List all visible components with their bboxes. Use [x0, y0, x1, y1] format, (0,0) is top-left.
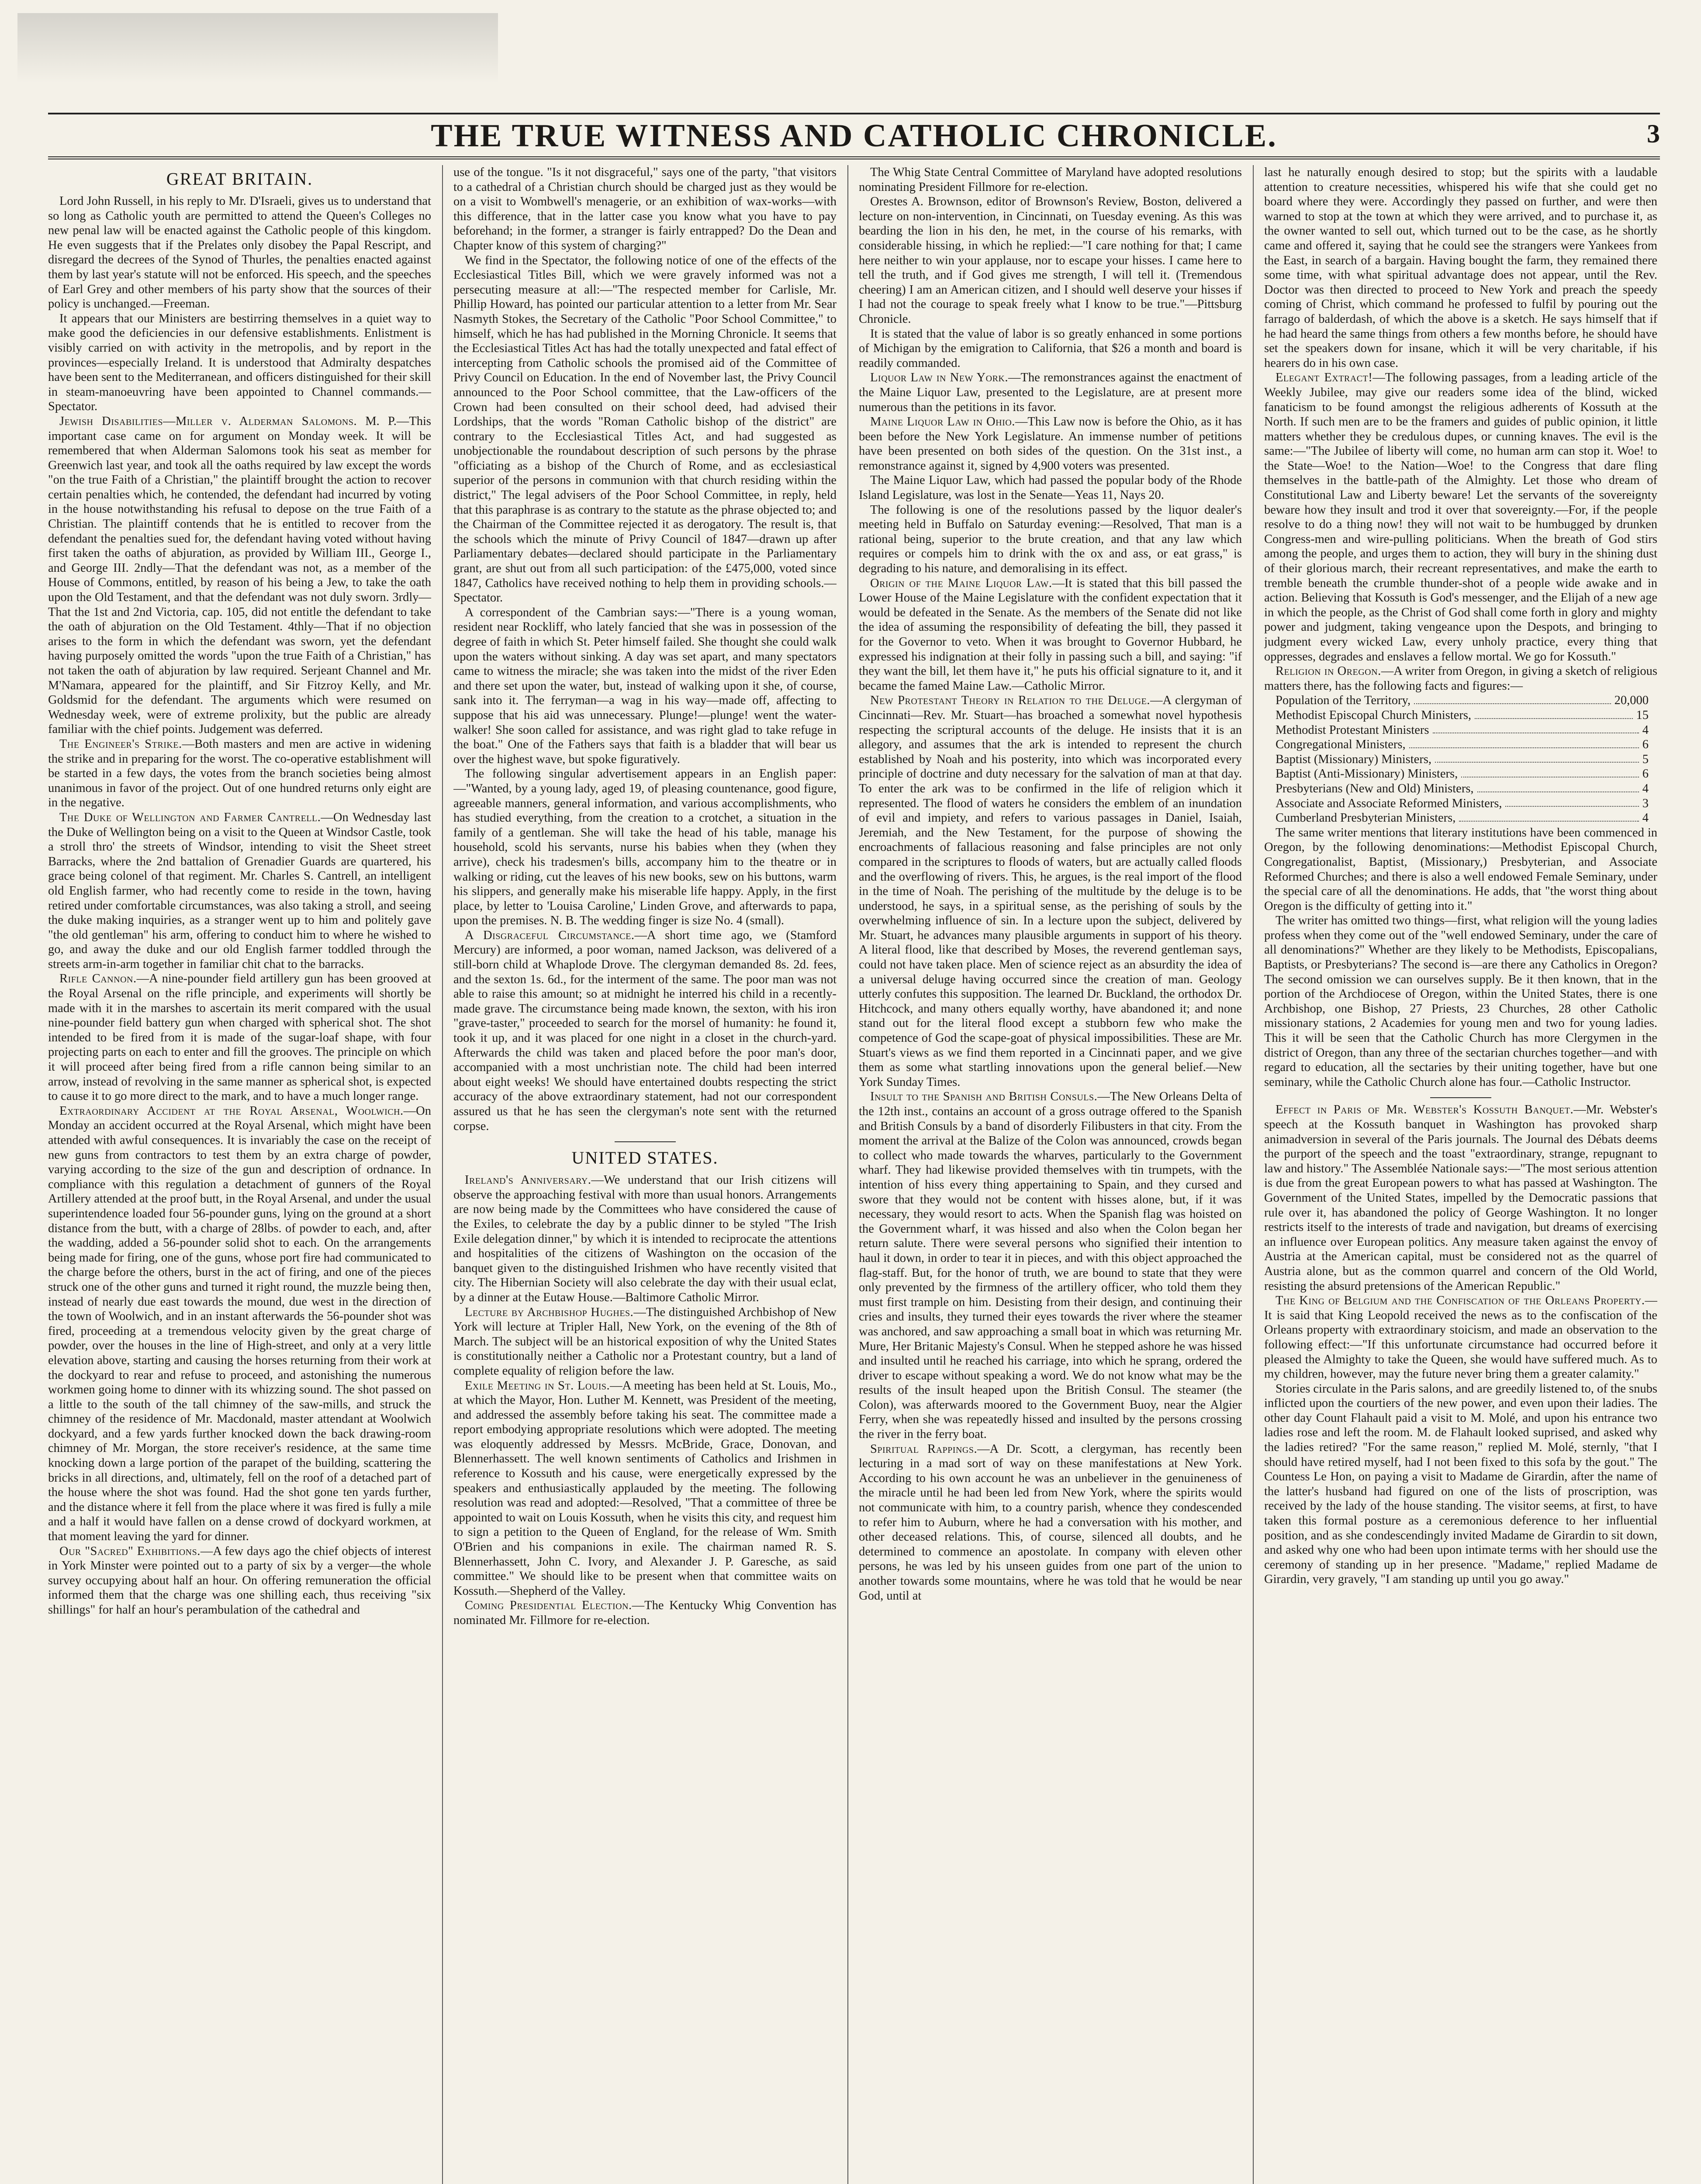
article-paragraph	[859, 576, 1242, 694]
oregon-stat-row: Associate and Associate Reformed Ministers, 3	[1276, 796, 1649, 810]
article-body: —Mr. Webster's speech at the Kossuth banquet in Washington has provoked sharp animadversion in several of the Paris journals. The Journal des Débats deems the purport of the speech and the toast "extraordinary, strange, repugnant to law and history." The Assemblée Nationale says:—"The most serious attention is due from the great European powers to what has passed at Washington. The Government of the United States, impelled by the Democratic passions that rule over it, has abandoned the policy of George Washington. It no longer restricts itself to the interests of trade and navigation, but dreams of exercising an influence over European politics. Any measure taken against the envoy of Austria at the American capital, must be considered not as the quarrel of Austria alone, but as the common quarrel and concern of the Old World, resisting the absurd pretensions of the American Republic."	[1264, 1103, 1657, 1293]
oregon-stat-row: Methodist Protestant Ministers 4	[1276, 723, 1649, 737]
oregon-stat-row: Cumberland Presbyterian Ministers, 4	[1276, 811, 1649, 825]
article-body: —It is said that King Leopold received the news as to the confiscation of the Orleans property with extraordinary stoicism, and made an observation to the following effect:—"If this unfortunate circumstance had occurred before it pleased the Almighty to take the Queen, she would have suffered much. As to my children, however, may the future never bring them a greater calamity."	[1264, 1294, 1657, 1381]
article-lead: Our "Sacred" Exhibitions.	[59, 1544, 201, 1558]
article-body: —A nine-pounder field artillery gun has been grooved at the Royal Arsenal on the rifle principle, and experiments will shortly be made with it in the marshes to ascertain its merit compared with the usual nine-pounder field battery gun when charged with spherical shot. The shot intended to be fired from it is made of the sugar-loaf shape, with four projecting parts on each to enter and fill the grooves. The principle on which it will proceed after being fired from a rifle cannon being similar to an arrow, instead of revolving in the same manner as spherical shot, is expected to cause it to go more direct to the mark, and to have a much longer range.	[48, 972, 431, 1103]
column-1	[48, 165, 431, 2184]
article-paragraph	[453, 1598, 837, 1628]
article-body: —A few days ago the chief objects of interest in York Minster were pointed out to a party of six by a verger—the whole survey occupying about half an hour. On offering remuneration the official informed them that the charge was one shilling each, thus receiving "six shillings" for half an hour's perambulation of the cathedral and	[48, 1544, 431, 1617]
article-paragraph	[453, 1305, 837, 1379]
article-paragraph: Lord John Russell, in his reply to Mr. D'Israeli, gives us to understand that so long as Catholic youth are permitted to attend the Queen's Colleges no new penal law will be enacted against the Catholic people of this kingdom. He even suggests that if the Prelates only disobey the Papal Rescript, and disregard the decrees of the Synod of Thurles, the penalties enacted against them by last year's statute will not be enforced. His speech, and the speeches of Earl Grey and other members of his party show that the sources of their policy is unchanged.—Freeman.	[48, 194, 431, 311]
article-lead: Jewish Disabilities—Miller v. Alderman Salomons.	[59, 414, 357, 428]
article-body: —The following passages, from a leading article of the Weekly Jubilee, may give our readers some idea of the blind, wicked fanaticism to be found amongst the religious adherents of Kossuth at the North. If such men are to be the framers and guides of public opinion, it little matters whether they be credulous dupes, or cunning knaves. The evil is the same:—"The Jubilee of liberty will come, no human arm can stop it. Woe! to the State—Woe! to the Nation—Woe! to the Congress that dare fling themselves in the battle-path of the Almighty. Let those who dream of Constitutional Law and Liberty beware! Let the servants of the sovereignty beware how they insult and trod it over that sovereignty.—For, if the people resolve to do a thing now! they will not wait to be humbugged by drunken Congress-men and wire-pulling politicians. When the breath of God stirs among the people, and urges them to action, they will bury in the shining dust of their glorious march, their recreant representatives, and make the earth to tremble beneath the crumble thunder-shot of a people wide awake and in action. Believing that Kossuth is God's messenger, and the Elijah of a new age in which the people, as the Christ of God shall come forth in glory and mighty power and judgment, taking vengeance upon the Despots, and bringing to judgment every wicked Law, every unholy practice, every thing that oppresses, degrades and enslaves a fellow mortal. We go for Kossuth."	[1264, 371, 1657, 663]
column-2	[453, 165, 837, 2184]
article-lead: Liquor Law in New York.	[870, 371, 1008, 385]
article-paragraph	[48, 1544, 431, 1617]
oregon-stat-row: Baptist (Anti-Missionary) Ministers, 6	[1276, 767, 1649, 781]
article-paragraph	[1264, 1293, 1657, 1382]
oregon-stat-row: Methodist Episcopal Church Ministers, 15	[1276, 708, 1649, 722]
article-paragraph	[48, 737, 431, 810]
article-body: —The New Orleans Delta of the 12th inst., contains an account of a gross outrage offered to the Spanish and British Consuls by a band of disorderly Filibusters in that city. From the moment the arrival at the Balize of the Colon was announced, crowds began to collect who made towards the wharves, particularly to the Government wharf. They had likewise provided themselves with tin trumpets, with the intention of hiss every thing appertaining to Spain, and they cursed and swore that they would not be content with hisses alone, but, if it was necessary, they would resort to acts. When the Spanish flag was hoisted on the Government wharf, it was hissed and also when the Colon began her return salute. There were several persons who signified their intention to haul it down, in order to tear it in pieces, and with this object approached the flag-staff. But, for the honor of truth, we are bound to state that they were only prevented by the firmness of the artillery officer, who told them they must first trample on him. Desisting from their design, and continuing their cries and insults, they turned their eyes towards the river where the steamer was anchored, and saw approaching a small boat in which was returning Mr. Mure, Her Britanic Majesty's Consul. When he stepped ashore he was hissed and insulted until he reached his carriage, into which he sprang, ordered the driver to escape without speaking a word. We do not know what may be the results of the insult heaped upon the British Consul. The steamer (the Colon), was afterwards moored to the Government Buoy, near the Algier Ferry, when she was repeatedly hissed and insulted by the persons crossing the river in the ferry boat.	[859, 1090, 1242, 1441]
article-body: —A Dr. Scott, a clergyman, has recently been lecturing in a mad sort of way on these manifestations at New York. According to his own account he was an unbeliever in the genuineness of the miracle until he had been led from New York, where the spirits would not communicate with him, to a country parish, whence they condescended to refer him to Auburn, where he had a conversation with his mother, and other deceased relations. This, of course, silenced all doubts, and he determined to commence an apostolate. In company with eleven other persons, he was led by his unseen guides from one part of the union to another towards some mountains, where he was told that he would be near God, until at	[859, 1442, 1242, 1603]
article-body: —A clergyman of Cincinnati—Rev. Mr. Stuart—has broached a somewhat novel hypothesis respecting the scriptural accounts of the deluge. He insists that it is an allegory, and assumes that the ark is intended to represent the church established by Noah and his posterity, into which was incorporated every principle of doctrine and duty necessary for the salvation of man at that day. To enter the ark was to be confirmed in the life of religion which it represented. The flood of waters he considers the emblem of an inundation of evil and impiety, and refers to various passages in Daniel, Isaiah, Jeremiah, and the New Testament, for the purpose of showing the encroachments of fallacious reasoning and false principles are not only compared in the scriptures to floods of waters, but are actually called floods and the overflowing of rivers. This, he argues, is the real import of the flood in the time of Noah. The perishing of the multitude by the deluge is to be understood, he says, in a spiritual sense, as the perishing of souls by the overwhelming influence of sin. In a lecture upon the subject, delivered by Mr. Stuart, he advances many plausible arguments in support of his theory. A literal flood, like that described by Moses, the reverend gentleman says, could not have taken place. Men of science reject as an absurdity the idea of a universal deluge having occurred since the creation of man. Geology utterly confutes this supposition. The learned Dr. Buckland, the orthodox Dr. Hitchcock, and many others equally worthy, have abandoned it; and none stand out for the literal flood except a stubborn few who make the competence of God the scape-goat of physical impossibilities. These are Mr. Stuart's views as we find them reported in a Cincinnati paper, and we give them as some what startling innovations upon the general belief.—New York Sunday Times.	[859, 694, 1242, 1089]
article-paragraph	[453, 1379, 837, 1599]
article-body: —It is stated that this bill passed the Lower House of the Maine Legislature with the confident expectation that it would be defeated in the Senate. As the members of the Senate did not like the idea of assuming the responsibility of defeating the bill, they passed it for the Governor to veto. When it was brought to Governor Hubbard, he expressed his indignation at their folly in passing such a bill, and saying: "if they want the bill, let them have it," he puts his official signature to it, and it became the famed Maine Law.—Catholic Mirror.	[859, 576, 1242, 693]
oregon-stat-row: Baptist (Missionary) Ministers, 5	[1276, 752, 1649, 766]
article-lead: Effect in Paris of Mr. Webster's Kossuth Banquet.	[1276, 1103, 1574, 1117]
article-lead: Lecture by Archbishop Hughes.	[465, 1305, 634, 1319]
column-divider	[1253, 165, 1254, 2184]
article-paragraph	[1264, 370, 1657, 664]
article-paragraph	[859, 415, 1242, 473]
article-lead: New Protestant Theory in Relation to the Deluge.	[870, 694, 1150, 708]
article-paragraph	[48, 1104, 431, 1544]
oregon-stat-row: Population of the Territory, 20,000	[1276, 694, 1649, 708]
section-rule	[1430, 1097, 1491, 1098]
article-paragraph	[859, 370, 1242, 415]
article-body: —This Law now is before the Ohio, as it has been before the New York Legislature. An immense number of petitions have been presented on both sides of the question. On the 31st inst., a remonstrance against it, signed by 4,900 voters was presented.	[859, 415, 1242, 473]
masthead	[48, 113, 1660, 159]
article-paragraph	[1264, 664, 1657, 693]
column-divider	[847, 165, 848, 2184]
article-paragraph: The writer has omitted two things—first, what religion will the young ladies profess when they come out of the "well endowed Seminary, under the care of all denominations?" Whether are they likely to be Methodists, Episcopalians, Baptists, or Presbyterians? The second is—are there any Catholics in Oregon? The second omission we can ourselves supply. Be it then known, that in the portion of the Archdiocese of Oregon, within the United States, there is one Archbishop, one Bishop, 27 Priests, 23 Churches, 28 other Catholic missionary stations, 2 Academies for young men and two for young ladies. This it will be seen that the Catholic Church has more Clergymen in the district of Oregon, than any three of the sectarian churches together—and with regard to education, all the sectaries by their uniting together, have but one seminary, while the Catholic Church alone has four.—Catholic Instructor.	[1264, 914, 1657, 1089]
article-lead: Insult to the Spanish and British Consuls.	[870, 1090, 1098, 1104]
article-paragraph: The Maine Liquor Law, which had passed the popular body of the Rhode Island Legislature, was lost in the Senate—Yeas 11, Nays 20.	[859, 473, 1242, 502]
article-lead: Exile Meeting in St. Louis.	[465, 1379, 610, 1393]
article-paragraph: The Whig State Central Committee of Maryland have adopted resolutions nominating President Fillmore for re-election.	[859, 166, 1242, 194]
article-body: —The distinguished Archbishop of New York will lecture at Tripler Hall, New York, on the evening of the 8th of March. The subject will be an historical exposition of why the United States is constitutionally neither a Catholic nor a Protestant country, but a land of complete equality of religion before the law.	[453, 1305, 837, 1378]
oregon-stat-row: Congregational Ministers, 6	[1276, 738, 1649, 752]
article-paragraph: It appears that our Ministers are bestirring themselves in a quiet way to make good the deficiencies in our defensive establishments. Enlistment is visibly carried on with activity in the metropolis, and by report in the provinces—especially Ireland. It is understood that Admiralty despatches have been sent to the Mediterranean, and officers distinguished for their skill in steam-manoeuvring have been appointed to Channel commands.—Spectator.	[48, 311, 431, 414]
article-lead: The Engineer's Strike.	[59, 737, 182, 751]
article-paragraph: We find in the Spectator, the following notice of one of the effects of the Ecclesiastical Titles Bill, which we were gravely informed was not a persecuting measure at all:—"The respected member for Carlisle, Mr. Phillip Howard, has pointed our particular attention to a letter from Mr. Sear Nasmyth Stokes, the Secretary of the Catholic "Poor School Committee," to himself, which he has had published in the Morning Chronicle. It seems that the Ecclesiastical Titles Act has had the totally unexpected and fatal effect of intercepting from Catholic schools the promised aid of the Committee of Privy Council on Education. In the end of November last, the Privy Council announced to the Poor School committee, that the Law-officers of the Crown had been consulted on their school deed, had advised their Lordships, that the words "Roman Catholic bishop of the district" are contrary to the Ecclesiastical Titles Act, and had suggested as unobjectionable the roundabout description of such persons by the phrase "officiating as a bishop of the Church of Rome, and as ecclesiastical superior of the persons in communion with that church residing within the district," The legal advisers of the Poor School Committee, in reply, held that this paraphrase is as contrary to the statute as the phrase objected to; and the Chairman of the Committee rejected it as derogatory. The result is, that the schools which the minute of Privy Council of 1847—drawn up after Parliamentary debates—declared should participate in the Parliamentary grant, are shut out from all such participation: of the £475,000, voted since 1847, Catholics have received nothing to help them in providing schools.—Spectator.	[453, 253, 837, 605]
article-body: —Both masters and men are active in widening the strike and in preparing for the worst. The co-operative establishment will be started in a few days, the votes from the branch societies being almost unanimous in favor of the project. Out of one hundred returns only eight are in the negative.	[48, 737, 431, 810]
article-paragraph: use of the tongue. "Is it not disgraceful," says one of the party, "that visitors to a cathedral of a Christian church should be charged just as they would be on a visit to Wombwell's menagerie, or an exhibition of wax-works—with this difference, that in the latter case you know what you have to pay beforehand; in the former, a stranger is fairly entrapped? Do the Dean and Chapter know of this system of charging?"	[453, 166, 837, 252]
article-lead: Origin of the Maine Liquor Law.	[870, 576, 1052, 590]
article-columns	[48, 165, 1660, 2184]
article-paragraph	[859, 693, 1242, 1089]
article-paragraph: The following singular advertisement appears in an English paper:—"Wanted, by a young lady, aged 19, of pleasing countenance, good figure, agreeable manners, general information, and various accomplishments, who has studied everything, from the creation to a crotchet, a situation in the family of a gentleman. She will take the head of his table, manage his household, scold his servants, nurse his babies when they (when they arrive), check his tradesmen's bills, accompany him to the theatre or in walking or riding, cut the leaves of his new books, sew on his buttons, warm his slippers, and generally make his miserable life happy. Apply, in the first place, by letter to 'Louisa Caroline,' Linden Grove, and afterwards to papa, upon the premises. N. B. The wedding finger is size No. 4 (small).	[453, 767, 837, 928]
article-paragraph: The following is one of the resolutions passed by the liquor dealer's meeting held in Buffalo on Saturday evening:—Resolved, That man is a rational being, superior to the brute creation, and that any law which requires or compels him to drink with the ox and ass, or eat grass," is degrading to his nature, and demoralising in its effect.	[859, 503, 1242, 576]
article-paragraph: Stories circulate in the Paris salons, and are greedily listened to, of the snubs inflicted upon the courtiers of the new power, and even upon their ladies. The other day Count Flahault paid a visit to M. Molé, and upon his entrance two ladies rose and left the room. M. de Flahault looked suprised, and asked why the ladies retired? "For the same reason," replied M. Molé, sternly, "that I should have retired myself, had I not been fixed to this sofa by the gout." The Countess Le Hon, on paying a visit to Madame de Girardin, after the name of the latter's husband had figured on one of the lists of proscription, was received by the lady of the house standing. The visitor seems, at first, to have taken this formal posture as a ceremonious deference to her influential position, and as she condescendingly invited Madame de Girardin to sit down, and asked why one who had been upon intimate terms with her should use the ceremony of standing up in her presence. "Madame," replied Madame de Girardin, very gravely, "I am standing up until you go away."	[1264, 1382, 1657, 1586]
article-paragraph	[48, 414, 431, 737]
section-heading-great-britain: GREAT BRITAIN.	[166, 169, 313, 189]
section-rule	[615, 1141, 676, 1142]
article-paragraph: It is stated that the value of labor is so greatly enhanced in some portions of Michigan by the emigration to California, that $26 a month and board is readily commanded.	[859, 327, 1242, 370]
article-body: —A writer from Oregon, in giving a sketch of religious matters there, has the following facts and figures:—	[1264, 664, 1657, 693]
article-lead: Rifle Cannon.	[59, 972, 137, 986]
article-paragraph	[859, 1442, 1242, 1603]
scan-smudge	[17, 13, 498, 83]
column-3	[859, 165, 1242, 2184]
article-paragraph	[453, 928, 837, 1133]
article-paragraph: A correspondent of the Cambrian says:—"There is a young woman, resident near Rockliff, who lately fancied that she was in possession of the degree of faith in which St. Peter himself failed. She thought she could walk upon the waters without sinking. A day was set apart, and many spectators came to witness the miracle; she was taken into the midst of the river Eden and there set upon the water, but, instead of walking upon it she, of course, sank into it. The ferryman—a wag in his way—made off, affecting to suppose that his aid was unnecessary. Plunge!—plunge! went the water-walker! She soon called for assistance, and was right glad to take refuge in the boat." One of the Fathers says that faith is a bladder that will bear us over the highest wave, but spoke figuratively.	[453, 605, 837, 766]
article-paragraph	[1264, 1102, 1657, 1293]
article-body: —On Monday an accident occurred at the Royal Arsenal, which might have been attended with awful consequences. It is invariably the case on the receipt of new guns from contractors to test them by an extra charge of powder, varying according to the size of the gun and description of ordnance. In compliance with this regulation a detachment of gunners of the Royal Artillery attended at the proof butt, in the Royal Arsenal, and under the usual superintendence loaded four 56-pounder guns, lying on the ground at a short distance from the butt, with a charge of 28lbs. of powder to each, and, after the wadding, added a 56-pounder solid shot to each. On the arrangements being made for firing, one of the guns, whose port fire had communicated to the charge before the others, burst in the act of firing, and one of the pieces struck one of the other guns and turned it right round, the muzzle being then, instead of nearly due east towards the mound, due west in the direction of the town of Woolwich, and in an instant afterwards the 56-pounder shot was fired, proceeding at a tremendous velocity given by the great charge of powder, over the houses in the line of High-street, and only at a very little elevation above, starting and causing the horses returning from their work at the dockyard to rear and refuse to proceed, and astonishing the numerous workmen going home to dinner with its whizzing sound. The shot passed on a little to the south of the tall chimney of the saw-mills, and struck the chimney of the residence of Mr. Macdonald, master attendant at Woolwich dockyard, and a few yards further knocked down the back drawing-room chimney of Mr. Morgan, the store receiver's residence, at the same time knocking down a large portion of the parapet of the building, scattering the bricks in all directions, and, ultimately, fell on the roof of a detached part of the house where the shot was found. Had the shot gone ten yards further, and the distance where it fell from the place where it was fired is fully a mile and a half it would have fallen on a dense crowd of dockyard workmen, at that moment leaving the yard for dinner.	[48, 1104, 431, 1544]
article-body: —The remonstrances against the enactment of the Maine Liquor Law, presented to the Legislature, are at present more numerous than the petitions in its favor.	[859, 371, 1242, 414]
article-body: —The Kentucky Whig Convention has nominated Mr. Fillmore for re-election.	[453, 1599, 837, 1627]
section-heading-united-states: UNITED STATES.	[571, 1148, 719, 1168]
article-lead: Elegant Extract!	[1276, 371, 1373, 385]
article-body: M. P.—This important case came on for argument on Monday week. It will be remembered that when Alderman Salomons took his seat as member for Greenwich last year, and took all the oaths required by law except the words "on the true Faith of a Christian," the plaintiff brought the action to recover certain penalties which, he contended, the defendant had incurred by voting in the house notwithstanding his refusal to depose on the true Faith of a Christian. The plaintiff contends that he is entitled to recover from the defendant the penalties sued for, the defendant having voted without having first taken the oaths of abjuration, as provided by William III., George I., and George III. 2ndly—That the defendant was not, as a member of the House of Commons, entitled, by reason of his being a Jew, to take the oath upon the Old Testament, and that the defendant was not duly sworn. 3rdly—That the 1st and 2nd Victoria, cap. 105, did not entitle the defendant to take the oath of abjuration on the Old Testament. 4thly—That if no objection arises to the form in which the defendant was sworn, yet the defendant having purposely omitted the words "upon the true Faith of a Christian," has not taken the oath of abjuration by law required. Serjeant Channel and Mr. M'Namara, appeared for the plaintiff, and Sir Fitzroy Kelly, and Mr. Goldsmid for the defendant. The arguments which were resumed on Wednesday week, were of extreme prolixity, but the public are already familiar with the chief points. Judgement was deferred.	[48, 414, 431, 736]
article-paragraph	[859, 1089, 1242, 1441]
article-lead: Spiritual Rappings.	[870, 1442, 978, 1456]
article-lead: The King of Belgium and the Confiscation of the Orleans Property.	[1276, 1294, 1645, 1308]
column-4	[1264, 165, 1657, 2184]
article-lead: Coming Presidential Election.	[465, 1599, 632, 1613]
newspaper-title: THE TRUE WITNESS AND CATHOLIC CHRONICLE.	[431, 118, 1277, 154]
page-number: 3	[1647, 119, 1660, 148]
article-lead: Ireland's Anniversary.	[465, 1173, 591, 1187]
article-paragraph	[48, 810, 431, 972]
article-lead: The Duke of Wellington and Farmer Cantrell.	[59, 810, 321, 824]
article-body: —A short time ago, we (Stamford Mercury) are informed, a poor woman, named Jackson, was delivered of a still-born child at Whaplode Drove. The clergyman demanded 8s. 2d. fees, and the sexton 1s. 6d., for the interment of the same. The poor man was not able to raise this amount; so at midnight he interred his child in a recently-made grave. The circumstance being made known, the sexton, with his iron "grave-taster," proceeded to search for the morsel of humanity: he found it, took it up, and it was placed for one night in a closet in the church-yard. Afterwards the child was taken and placed before the poor man's door, accompanied with a most unchristian note. The child had been interred about eight weeks! We should have entertained doubts respecting the strict accuracy of the above extraordinary statement, had not our correspondent assured us that he has seen the clergyman's note sent with the returned corpse.	[453, 928, 837, 1133]
article-paragraph: The same writer mentions that literary institutions have been commenced in Oregon, by the following denominations:—Methodist Episcopal Church, Congregationalist, Baptist, (Missionary,) Presbyterian, and Associate Reformed Churches; and there is also a well endowed Female Seminary, under the special care of all the denominations. He adds, that "the worst thing about Oregon is the difficulty of getting into it."	[1264, 826, 1657, 913]
article-body: —On Wednesday last the Duke of Wellington being on a visit to the Queen at Windsor Castle, took a stroll thro' the streets of Windsor, intending to visit the Sheet street Barracks, where the 2nd battalion of Grenadier Guards are quartered, his grace being colonel of that regiment. Mr. Charles S. Cantrell, an intelligent old English farmer, who had recently come to reside in the town, having retired under comfortable circumstances, was also taking a stroll, and seeing the duke making inquiries, as a stranger went up to him and politely gave "the old gentleman" his arm, offering to conduct him to where he wished to go, and away the duke and our old English farmer toddled through the streets arm-in-arm together in familiar chit chat to the barracks.	[48, 810, 431, 971]
article-lead: Maine Liquor Law in Ohio.	[870, 415, 1015, 429]
article-paragraph: last he naturally enough desired to stop; but the spirits with a laudable attention to creature necessities, whispered his wife that she could get no board where they were. Accordingly they passed on further, and were then warned to stop at the town at which they were arrived, and to purchase it, as the owner wanted to sell out, which turned out to be the case, as he shortly came and offered it, saying that he could see the strangers were Yankees from the East, in search of a bargain. Having bought the farm, they remained there some time, with what spiritual advantage does not appear, until the Rev. Doctor was then directed to proceed to New York and preach the speedy coming of Christ, which command he professed to fulfil by pouring out the farrago of balderdash, of which the above is a sketch. He says himself that if he had heard the same things from others a few months before, he should have set the speakers down for insane, which it will be very charitable, if his hearers do in his own case.	[1264, 166, 1657, 370]
article-lead: Religion in Oregon.	[1276, 664, 1381, 678]
oregon-stat-row: Presbyterians (New and Old) Ministers, 4	[1276, 781, 1649, 795]
article-body: —We understand that our Irish citizens will observe the approaching festival with more than usual honors. Arrangements are now being made by the Committees who have considered the cause of the Exiles, to celebrate the day by a public dinner to be styled "The Irish Exile delegation dinner," by which it is intended to reciprocate the attentions and hospitalities of the citizens of Washington on the occasion of the banquet given to the distinguished Irishmen who have recently visited that city. The Hibernian Society will also celebrate the day with their usual eclat, by a dinner at the Eutaw House.—Baltimore Catholic Mirror.	[453, 1173, 837, 1304]
article-body: —A meeting has been held at St. Louis, Mo., at which the Mayor, Hon. Luther M. Kennett, was President of the meeting, and addressed the assembly before taking his seat. The committee made a report embodying appropriate resolutions which were adopted. The meeting was eloquently addressed by Messrs. McBride, Grace, Donovan, and Blennerhassett. The well known sentiments of Catholics and Irishmen in reference to Kossuth and his cause, were energetically expressed by the speakers and enthusiastically applauded by the meeting. The following resolution was read and adopted:—Resolved, "That a committee of three be appointed to wait on Louis Kossuth, when he visits this city, and request him to sign a petition to the Queen of England, for the release of Wm. Smith O'Brien and his companions in exile. The chairman named R. S. Blennerhassett, John C. Ivory, and Alexander J. P. Garesche, as said committee." We should like to be present when that committee waits on Kossuth.—Shepherd of the Valley.	[453, 1379, 837, 1598]
column-divider	[442, 165, 443, 2184]
article-paragraph: Orestes A. Brownson, editor of Brownson's Review, Boston, delivered a lecture on non-intervention, in Cincinnati, on Tuesday evening. As this was bearding the lion in his den, he met, in the course of his remarks, with considerable hissing, in which he replied:—"I care nothing for that; I came here neither to win your applause, nor to escape your hisses. I came here to tell the truth, and if God gives me strength, I will tell it. (Tremendous cheering) I am an American citizen, and I should well deserve your hisses if I had not the courage to speak freely what I know to be true."—Pittsburg Chronicle.	[859, 195, 1242, 326]
article-paragraph	[453, 1173, 837, 1305]
article-lead: A Disgraceful Circumstance.	[465, 928, 635, 942]
article-lead: Extraordinary Accident at the Royal Arsenal, Woolwich.	[59, 1104, 404, 1118]
article-paragraph	[48, 971, 431, 1103]
